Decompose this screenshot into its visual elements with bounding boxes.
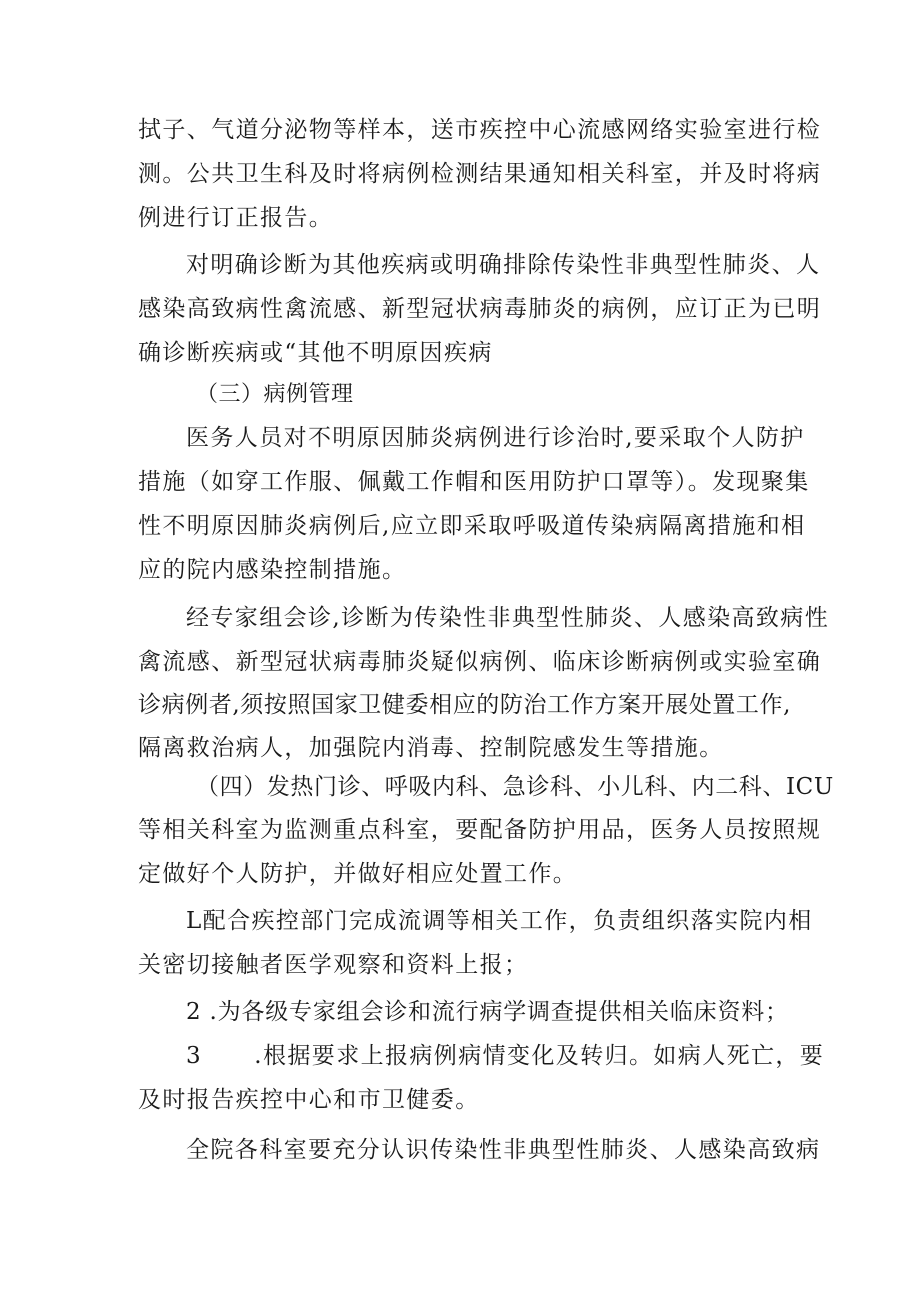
section-heading: （四）发热门诊、呼吸内科、急诊科、小儿科、内二科、ICU: [196, 774, 834, 800]
text-line: 感染高致病性禽流感、新型冠状病毒肺炎的病例，应订正为已明: [138, 296, 822, 322]
list-item: 3 .根据要求上报病例病情变化及转归。如病人死亡，要: [186, 1043, 825, 1069]
section-heading: （三）病例管理: [196, 382, 354, 407]
text-line: 应的院内感染控制措施。: [138, 557, 407, 583]
list-item: 2 .为各级专家组会诊和流行病学调查提供相关临床资料；: [186, 999, 789, 1025]
text-line: 经专家组会诊,诊断为传染性非典型性肺炎、人感染高致病性: [186, 605, 830, 631]
text-line: 拭子、气道分泌物等样本，送市疾控中心流感网络实验室进行检: [138, 117, 822, 143]
text-line: 例进行订正报告。: [138, 205, 334, 231]
text-line: 诊病例者,须按照国家卫健委相应的防治工作方案开展处置工作,: [138, 692, 792, 718]
text-line: 定做好个人防护，并做好相应处置工作。: [138, 861, 578, 887]
text-line: 关密切接触者医学观察和资料上报；: [138, 952, 529, 978]
text-line: 对明确诊断为其他疾病或明确排除传染性非典型性肺炎、人: [186, 252, 821, 278]
text-line: 及时报告疾控中心和市卫健委。: [138, 1087, 480, 1113]
text-line: 措施（如穿工作服、佩戴工作帽和医用防护口罩等）。发现聚集: [138, 469, 810, 495]
text-line: 禽流感、新型冠状病毒肺炎疑似病例、临床诊断病例或实验室确: [138, 649, 822, 675]
text-line: 医务人员对不明原因肺炎病例进行诊治时,要采取个人防护: [186, 425, 805, 451]
text-line: 测。公共卫生科及时将病例检测结果通知相关科室，并及时将病: [138, 161, 822, 187]
text-line: 隔离救治病人，加强院内消毒、控制院感发生等措施。: [138, 735, 724, 761]
text-line: 确诊断疾病或“其他不明原因疾病: [138, 340, 493, 366]
text-line: 全院各科室要充分认识传染性非典型性肺炎、人感染高致病: [186, 1137, 821, 1163]
text-line: 等相关科室为监测重点科室，要配备防护用品，医务人员按照规: [138, 817, 822, 843]
text-line: 性不明原因肺炎病例后,应立即采取呼吸道传染病隔离措施和相: [138, 513, 806, 539]
list-item: L配合疾控部门完成流调等相关工作，负责组织落实院内相: [186, 908, 813, 934]
